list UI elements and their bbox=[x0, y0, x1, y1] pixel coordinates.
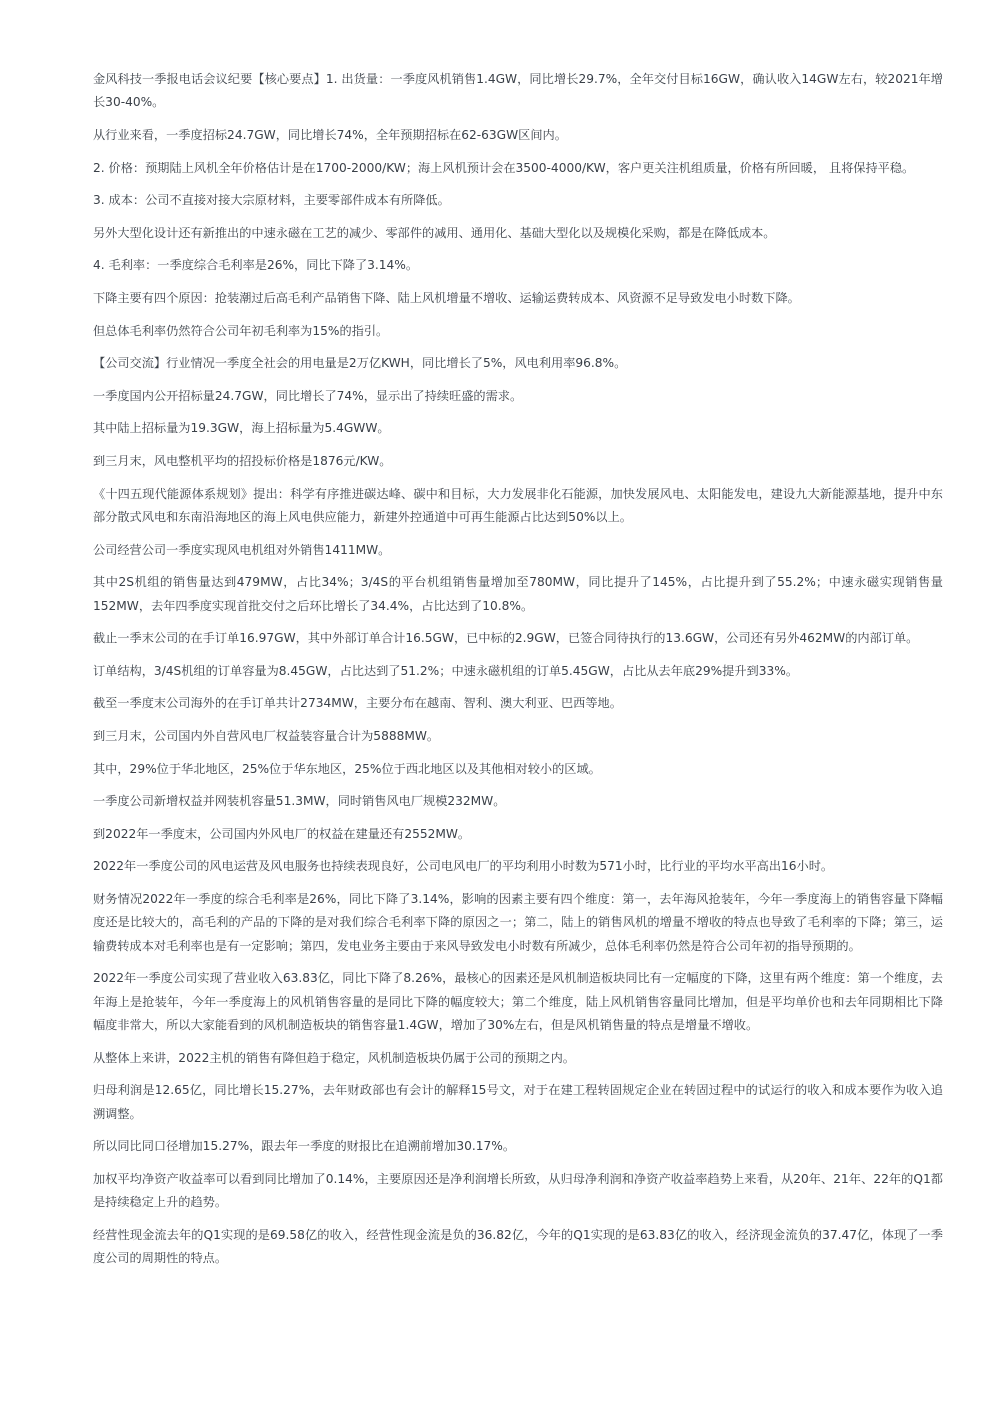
paragraph-10: 一季度国内公开招标量24.7GW，同比增长了74%，显示出了持续旺盛的需求。 bbox=[93, 388, 523, 403]
paragraph-3: 2. 价格：预期陆上风机全年价格估计是在1700-2000/KW；海上风机预计会在3500-4000/KW，客户更关注机组质量，价格有所回暖， 且将保持平稳。 bbox=[93, 160, 915, 175]
paragraph-19: 到三月末，公司国内外自营风电厂权益装容量合计为5888MW。 bbox=[93, 728, 440, 743]
paragraph-14: 公司经营公司一季度实现风电机组对外销售1411MW。 bbox=[93, 542, 391, 557]
document-body bbox=[93, 68, 943, 1280]
paragraph-18: 截至一季度末公司海外的在手订单共计2734MW，主要分布在越南、智利、澳大利亚、巴西等地。 bbox=[93, 696, 622, 711]
paragraph-11: 其中陆上招标量为19.3GW，海上招标量为5.4GWW。 bbox=[93, 421, 390, 436]
paragraph-24: 财务情况2022年一季度的综合毛利率是26%，同比下降了3.14%，影响的因素主要有四个维度：第一，去年海风抢装年，今年一季度海上的销售容量下降幅度还是比较大的，高毛利的产品的下降的是对我们综合毛利率下降的原因之一；第二，陆上的销售风机的增量不增收的特点也导致了毛利率的下降；第三，运输费转成本对毛利率也是有一定影响；第四，发电业务主要由于来风导致发电小时数有所减少，总体毛利率仍然是符合公司年初的指导预期的。 bbox=[93, 891, 943, 953]
paragraph-17: 订单结构，3/4S机组的订单容量为8.45GW，占比达到了51.2%；中速永磁机组的订单5.45GW，占比从去年底29%提升到33%。 bbox=[93, 663, 799, 678]
paragraph-15: 其中2S机组的销售量达到479MW，占比34%；3/4S的平台机组销售量增加至780MW，同比提升了145%，占比提升到了55.2%；中速永磁实现销售量152MW，去年四季度实现首批交付之后环比增长了34.4%，占比达到了10.8%。 bbox=[93, 575, 943, 613]
paragraph-13: 《十四五现代能源体系规划》提出：科学有序推进碳达峰、碳中和目标，大力发展非化石能源，加快发展风电、太阳能发电，建设九大新能源基地，提升中东部分散式风电和东南沿海地区的海上风电供应能力，新建外控通道中可再生能源占比达到50%以上。 bbox=[93, 486, 943, 524]
paragraph-20: 其中，29%位于华北地区，25%位于华东地区，25%位于西北地区以及其他相对较小的区域。 bbox=[93, 761, 601, 776]
paragraph-27: 归母利润是12.65亿，同比增长15.27%，去年财政部也有会计的解释15号文，对于在建工程转固规定企业在转固过程中的试运行的收入和成本要作为收入追溯调整。 bbox=[93, 1083, 943, 1121]
paragraph-1: 金风科技一季报电话会议纪要【核心要点】1. 出货量：一季度风机销售1.4GW，同比增长29.7%，全年交付目标16GW，确认收入14GW左右，较2021年增长30-40%。 bbox=[93, 72, 943, 110]
paragraph-6: 4. 毛利率：一季度综合毛利率是26%，同比下降了3.14%。 bbox=[93, 258, 419, 273]
paragraph-21: 一季度公司新增权益并网装机容量51.3MW，同时销售风电厂规模232MW。 bbox=[93, 794, 506, 809]
paragraph-8: 但总体毛利率仍然符合公司年初毛利率为15%的指引。 bbox=[93, 323, 389, 338]
paragraph-28: 所以同比同口径增加15.27%，跟去年一季度的财报比在追溯前增加30.17%。 bbox=[93, 1139, 516, 1154]
paragraph-25: 2022年一季度公司实现了营业收入63.83亿，同比下降了8.26%，最核心的因素还是风机制造板块同比有一定幅度的下降，这里有两个维度：第一个维度，去年海上是抢装年，今年一季度海上的风机销售容量的是同比下降的幅度较大；第二个维度，陆上风机销售容量同比增加，但是平均单价也和去年同期相比下降幅度非常大，所以大家能看到的风机制造板块的销售容量1.4GW，增加了30%左右，但是风机销售量的特点是增量不增收。 bbox=[93, 971, 943, 1033]
paragraph-12: 到三月末，风电整机平均的招投标价格是1876元/KW。 bbox=[93, 453, 392, 468]
paragraph-7: 下降主要有四个原因：抢装潮过后高毛利产品销售下降、陆上风机增量不增收、运输运费转成本、风资源不足导致发电小时数下降。 bbox=[93, 290, 800, 305]
paragraph-9: 【公司交流】行业情况一季度全社会的用电量是2万亿KWH，同比增长了5%，风电利用率96.8%。 bbox=[93, 356, 627, 371]
paragraph-5: 另外大型化设计还有新推出的中速永磁在工艺的减少、零部件的减用、通用化、基础大型化以及规模化采购，都是在降低成本。 bbox=[93, 225, 776, 240]
paragraph-30: 经营性现金流去年的Q1实现的是69.58亿的收入，经营性现金流是负的36.82亿，今年的Q1实现的是63.83亿的收入，经济现金流负的37.47亿，体现了一季度公司的周期性的特点。 bbox=[93, 1227, 943, 1266]
paragraph-16: 截止一季末公司的在手订单16.97GW，其中外部订单合计16.5GW，已中标的2.9GW，已签合同待执行的13.6GW，公司还有另外462MW的内部订单。 bbox=[93, 631, 919, 646]
paragraph-23: 2022年一季度公司的风电运营及风电服务也持续表现良好，公司电风电厂的平均利用小时数为571小时，比行业的平均水平高出16小时。 bbox=[93, 859, 834, 874]
paragraph-26: 从整体上来讲，2022主机的销售有降但趋于稳定，风机制造板块仍属于公司的预期之内。 bbox=[93, 1050, 575, 1065]
paragraph-29: 加权平均净资产收益率可以看到同比增加了0.14%，主要原因还是净利润增长所致，从归母净利润和净资产收益率趋势上来看，从20年、21年、22年的Q1都是持续稳定上升的趋势。 bbox=[93, 1171, 943, 1210]
paragraph-22: 到2022年一季度末，公司国内外风电厂的权益在建量还有2552MW。 bbox=[93, 826, 471, 841]
paragraph-2: 从行业来看，一季度招标24.7GW，同比增长74%，全年预期招标在62-63GW区间内。 bbox=[93, 128, 567, 142]
paragraph-4: 3. 成本：公司不直接对接大宗原材料，主要零部件成本有所降低。 bbox=[93, 193, 450, 208]
